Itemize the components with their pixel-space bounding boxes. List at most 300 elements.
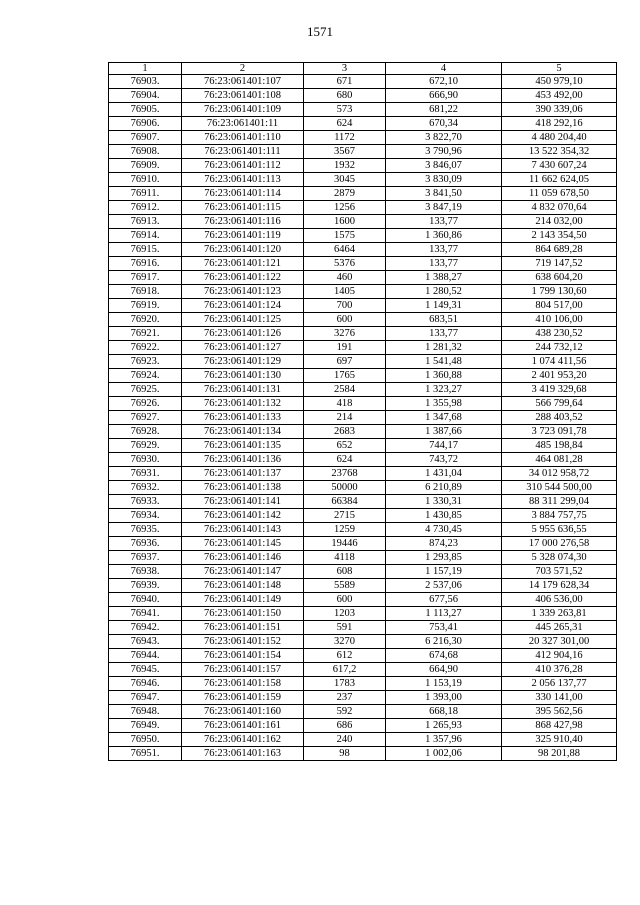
row-number-cell: 76943. [109,635,182,649]
value-cell: 3 884 757,75 [502,509,617,523]
value-cell: 2 401 953,20 [502,369,617,383]
row-number-cell: 76905. [109,103,182,117]
cadastral-number-cell: 76:23:061401:113 [182,173,304,187]
value-cell: 390 339,06 [502,103,617,117]
rate-cell: 1 430,85 [386,509,502,523]
rate-cell: 1 281,32 [386,341,502,355]
row-number-cell: 76915. [109,243,182,257]
area-cell: 1765 [304,369,386,383]
cadastral-number-cell: 76:23:061401:108 [182,89,304,103]
table-row [109,453,617,467]
value-cell: 288 403,52 [502,411,617,425]
rate-cell: 1 265,93 [386,719,502,733]
area-cell: 617,2 [304,663,386,677]
table-row [109,649,617,663]
row-number-cell: 76914. [109,229,182,243]
row-number-cell: 76935. [109,523,182,537]
cadastral-number-cell: 76:23:061401:137 [182,467,304,481]
area-cell: 4118 [304,551,386,565]
value-cell: 868 427,98 [502,719,617,733]
value-cell: 638 604,20 [502,271,617,285]
table-row [109,341,617,355]
table-row [109,131,617,145]
header-row [109,63,617,75]
rate-cell: 666,90 [386,89,502,103]
row-number-cell: 76903. [109,75,182,89]
value-cell: 17 000 276,58 [502,537,617,551]
value-cell: 485 198,84 [502,439,617,453]
rate-cell: 672,10 [386,75,502,89]
area-cell: 2683 [304,425,386,439]
rate-cell: 1 360,86 [386,229,502,243]
rate-cell: 3 790,96 [386,145,502,159]
table-row [109,565,617,579]
cadastral-number-cell: 76:23:061401:135 [182,439,304,453]
table-row [109,173,617,187]
rate-cell: 1 541,48 [386,355,502,369]
row-number-cell: 76928. [109,425,182,439]
row-number-cell: 76946. [109,677,182,691]
row-number-cell: 76945. [109,663,182,677]
cadastral-number-cell: 76:23:061401:127 [182,341,304,355]
area-cell: 3270 [304,635,386,649]
cadastral-number-cell: 76:23:061401:121 [182,257,304,271]
cadastral-number-cell: 76:23:061401:133 [182,411,304,425]
value-cell: 34 012 958,72 [502,467,617,481]
table-row [109,397,617,411]
area-cell: 624 [304,117,386,131]
area-cell: 1932 [304,159,386,173]
cadastral-number-cell: 76:23:061401:158 [182,677,304,691]
value-cell: 11 662 624,05 [502,173,617,187]
rate-cell: 677,56 [386,593,502,607]
cadastral-number-cell: 76:23:061401:126 [182,327,304,341]
row-number-cell: 76908. [109,145,182,159]
area-cell: 1600 [304,215,386,229]
cadastral-number-cell: 76:23:061401:150 [182,607,304,621]
value-cell: 11 059 678,50 [502,187,617,201]
row-number-cell: 76918. [109,285,182,299]
row-number-cell: 76927. [109,411,182,425]
value-cell: 719 147,52 [502,257,617,271]
cadastral-number-cell: 76:23:061401:130 [182,369,304,383]
area-cell: 608 [304,565,386,579]
rate-cell: 743,72 [386,453,502,467]
rate-cell: 6 210,89 [386,481,502,495]
area-cell: 3276 [304,327,386,341]
rate-cell: 674,68 [386,649,502,663]
rate-cell: 664,90 [386,663,502,677]
cadastral-number-cell: 76:23:061401:160 [182,705,304,719]
value-cell: 3 419 329,68 [502,383,617,397]
rate-cell: 1 113,27 [386,607,502,621]
value-cell: 20 327 301,00 [502,635,617,649]
value-cell: 13 522 354,32 [502,145,617,159]
area-cell: 6464 [304,243,386,257]
row-number-cell: 76921. [109,327,182,341]
cadastral-number-cell: 76:23:061401:125 [182,313,304,327]
area-cell: 237 [304,691,386,705]
area-cell: 1405 [304,285,386,299]
table-row [109,229,617,243]
table-row [109,747,617,761]
rate-cell: 133,77 [386,243,502,257]
table-row [109,117,617,131]
area-cell: 50000 [304,481,386,495]
row-number-cell: 76906. [109,117,182,131]
rate-cell: 3 846,07 [386,159,502,173]
cadastral-number-cell: 76:23:061401:162 [182,733,304,747]
value-cell: 395 562,56 [502,705,617,719]
area-cell: 652 [304,439,386,453]
value-cell: 1 339 263,81 [502,607,617,621]
value-cell: 445 265,31 [502,621,617,635]
row-number-cell: 76909. [109,159,182,173]
rate-cell: 753,41 [386,621,502,635]
row-number-cell: 76923. [109,355,182,369]
table-row [109,369,617,383]
area-cell: 686 [304,719,386,733]
area-cell: 1259 [304,523,386,537]
rate-cell: 3 822,70 [386,131,502,145]
table-row [109,327,617,341]
row-number-cell: 76924. [109,369,182,383]
area-cell: 680 [304,89,386,103]
table-row [109,677,617,691]
rate-cell: 1 330,31 [386,495,502,509]
value-cell: 5 328 074,30 [502,551,617,565]
row-number-cell: 76932. [109,481,182,495]
cadastral-number-cell: 76:23:061401:119 [182,229,304,243]
value-cell: 450 979,10 [502,75,617,89]
rate-cell: 681,22 [386,103,502,117]
area-cell: 591 [304,621,386,635]
table-row [109,285,617,299]
area-cell: 5589 [304,579,386,593]
area-cell: 418 [304,397,386,411]
row-number-cell: 76926. [109,397,182,411]
value-cell: 2 056 137,77 [502,677,617,691]
value-cell: 310 544 500,00 [502,481,617,495]
table-row [109,607,617,621]
cadastral-number-cell: 76:23:061401:129 [182,355,304,369]
cadastral-number-cell: 76:23:061401:110 [182,131,304,145]
rate-cell: 4 730,45 [386,523,502,537]
area-cell: 592 [304,705,386,719]
table-row [109,201,617,215]
cadastral-number-cell: 76:23:061401:152 [182,635,304,649]
rate-cell: 1 387,66 [386,425,502,439]
value-cell: 3 723 091,78 [502,425,617,439]
cadastral-number-cell: 76:23:061401:107 [182,75,304,89]
table-row [109,705,617,719]
column-header-1: 1 [109,63,182,75]
row-number-cell: 76919. [109,299,182,313]
cadastral-number-cell: 76:23:061401:112 [182,159,304,173]
row-number-cell: 76920. [109,313,182,327]
cadastral-number-cell: 76:23:061401:122 [182,271,304,285]
rate-cell: 1 431,04 [386,467,502,481]
value-cell: 453 492,00 [502,89,617,103]
area-cell: 600 [304,313,386,327]
column-header-5: 5 [502,63,617,75]
value-cell: 14 179 628,34 [502,579,617,593]
area-cell: 573 [304,103,386,117]
value-cell: 98 201,88 [502,747,617,761]
value-cell: 412 904,16 [502,649,617,663]
value-cell: 703 571,52 [502,565,617,579]
cadastral-number-cell: 76:23:061401:11 [182,117,304,131]
area-cell: 700 [304,299,386,313]
row-number-cell: 76942. [109,621,182,635]
rate-cell: 1 347,68 [386,411,502,425]
area-cell: 214 [304,411,386,425]
table-row [109,593,617,607]
cadastral-number-cell: 76:23:061401:151 [182,621,304,635]
row-number-cell: 76941. [109,607,182,621]
area-cell: 1256 [304,201,386,215]
row-number-cell: 76907. [109,131,182,145]
table-row [109,299,617,313]
table-row [109,159,617,173]
table-row [109,271,617,285]
table-row [109,355,617,369]
cadastral-number-cell: 76:23:061401:143 [182,523,304,537]
area-cell: 697 [304,355,386,369]
area-cell: 3045 [304,173,386,187]
area-cell: 671 [304,75,386,89]
cadastral-number-cell: 76:23:061401:138 [182,481,304,495]
row-number-cell: 76940. [109,593,182,607]
value-cell: 410 376,28 [502,663,617,677]
area-cell: 23768 [304,467,386,481]
area-cell: 66384 [304,495,386,509]
rate-cell: 1 153,19 [386,677,502,691]
cadastral-number-cell: 76:23:061401:136 [182,453,304,467]
cadastral-number-cell: 76:23:061401:114 [182,187,304,201]
cadastral-number-cell: 76:23:061401:141 [182,495,304,509]
row-number-cell: 76934. [109,509,182,523]
column-header-3: 3 [304,63,386,75]
page-number: 1571 [307,24,333,39]
value-cell: 566 799,64 [502,397,617,411]
table-row [109,75,617,89]
cadastral-number-cell: 76:23:061401:120 [182,243,304,257]
value-cell: 1 074 411,56 [502,355,617,369]
row-number-cell: 76931. [109,467,182,481]
cadastral-number-cell: 76:23:061401:154 [182,649,304,663]
table-row [109,509,617,523]
column-header-2: 2 [182,63,304,75]
area-cell: 2879 [304,187,386,201]
rate-cell: 3 841,50 [386,187,502,201]
cadastral-number-cell: 76:23:061401:124 [182,299,304,313]
area-cell: 19446 [304,537,386,551]
row-number-cell: 76936. [109,537,182,551]
cadastral-number-cell: 76:23:061401:145 [182,537,304,551]
row-number-cell: 76950. [109,733,182,747]
value-cell: 464 081,28 [502,453,617,467]
row-number-cell: 76951. [109,747,182,761]
area-cell: 624 [304,453,386,467]
cadastral-number-cell: 76:23:061401:109 [182,103,304,117]
row-number-cell: 76948. [109,705,182,719]
row-number-cell: 76916. [109,257,182,271]
table-row [109,537,617,551]
row-number-cell: 76949. [109,719,182,733]
row-number-cell: 76938. [109,565,182,579]
cadastral-number-cell: 76:23:061401:142 [182,509,304,523]
table-row [109,439,617,453]
rate-cell: 874,23 [386,537,502,551]
rate-cell: 133,77 [386,327,502,341]
row-number-cell: 76917. [109,271,182,285]
table-row [109,425,617,439]
area-cell: 191 [304,341,386,355]
area-cell: 98 [304,747,386,761]
value-cell: 5 955 636,55 [502,523,617,537]
table-row [109,495,617,509]
rate-cell: 133,77 [386,257,502,271]
area-cell: 460 [304,271,386,285]
table-row [109,733,617,747]
cadastral-number-cell: 76:23:061401:115 [182,201,304,215]
table-row [109,481,617,495]
value-cell: 330 141,00 [502,691,617,705]
table-row [109,89,617,103]
value-cell: 325 910,40 [502,733,617,747]
value-cell: 804 517,00 [502,299,617,313]
rate-cell: 1 157,19 [386,565,502,579]
cadastral-number-cell: 76:23:061401:111 [182,145,304,159]
rate-cell: 1 293,85 [386,551,502,565]
value-cell: 4 832 070,64 [502,201,617,215]
rate-cell: 1 149,31 [386,299,502,313]
value-cell: 438 230,52 [502,327,617,341]
area-cell: 240 [304,733,386,747]
row-number-cell: 76925. [109,383,182,397]
area-cell: 2715 [304,509,386,523]
table-row [109,551,617,565]
table-row [109,691,617,705]
cadastral-number-cell: 76:23:061401:148 [182,579,304,593]
rate-cell: 3 847,19 [386,201,502,215]
cadastral-number-cell: 76:23:061401:146 [182,551,304,565]
row-number-cell: 76911. [109,187,182,201]
value-cell: 244 732,12 [502,341,617,355]
rate-cell: 1 002,06 [386,747,502,761]
value-cell: 410 106,00 [502,313,617,327]
rate-cell: 133,77 [386,215,502,229]
area-cell: 600 [304,593,386,607]
area-cell: 2584 [304,383,386,397]
table-row [109,257,617,271]
table-row [109,243,617,257]
table-row [109,579,617,593]
row-number-cell: 76933. [109,495,182,509]
row-number-cell: 76922. [109,341,182,355]
table-row [109,103,617,117]
area-cell: 1172 [304,131,386,145]
value-cell: 88 311 299,04 [502,495,617,509]
rate-cell: 1 388,27 [386,271,502,285]
table-row [109,145,617,159]
area-cell: 5376 [304,257,386,271]
cadastral-number-cell: 76:23:061401:163 [182,747,304,761]
table-row [109,411,617,425]
value-cell: 4 480 204,40 [502,131,617,145]
row-number-cell: 76930. [109,453,182,467]
table-row [109,313,617,327]
rate-cell: 1 323,27 [386,383,502,397]
table-row [109,467,617,481]
cadastral-number-cell: 76:23:061401:134 [182,425,304,439]
value-cell: 2 143 354,50 [502,229,617,243]
value-cell: 1 799 130,60 [502,285,617,299]
value-cell: 418 292,16 [502,117,617,131]
row-number-cell: 76939. [109,579,182,593]
row-number-cell: 76910. [109,173,182,187]
value-cell: 7 430 607,24 [502,159,617,173]
table-row [109,719,617,733]
row-number-cell: 76944. [109,649,182,663]
area-cell: 3567 [304,145,386,159]
area-cell: 1783 [304,677,386,691]
table-row [109,383,617,397]
table-row [109,523,617,537]
rate-cell: 3 830,09 [386,173,502,187]
cadastral-number-cell: 76:23:061401:157 [182,663,304,677]
rate-cell: 1 280,52 [386,285,502,299]
rate-cell: 1 360,88 [386,369,502,383]
table-row [109,635,617,649]
row-number-cell: 76937. [109,551,182,565]
cadastral-number-cell: 76:23:061401:159 [182,691,304,705]
rate-cell: 670,34 [386,117,502,131]
rate-cell: 6 216,30 [386,635,502,649]
area-cell: 612 [304,649,386,663]
cadastral-number-cell: 76:23:061401:132 [182,397,304,411]
value-cell: 214 032,00 [502,215,617,229]
registry-table [108,62,617,761]
area-cell: 1575 [304,229,386,243]
rate-cell: 1 355,98 [386,397,502,411]
row-number-cell: 76913. [109,215,182,229]
rate-cell: 744,17 [386,439,502,453]
table-row [109,215,617,229]
value-cell: 406 536,00 [502,593,617,607]
cadastral-number-cell: 76:23:061401:131 [182,383,304,397]
rate-cell: 668,18 [386,705,502,719]
row-number-cell: 76904. [109,89,182,103]
area-cell: 1203 [304,607,386,621]
rate-cell: 1 393,00 [386,691,502,705]
rate-cell: 683,51 [386,313,502,327]
cadastral-number-cell: 76:23:061401:161 [182,719,304,733]
table-body [109,75,617,761]
cadastral-number-cell: 76:23:061401:123 [182,285,304,299]
rate-cell: 1 357,96 [386,733,502,747]
cadastral-number-cell: 76:23:061401:147 [182,565,304,579]
cadastral-number-cell: 76:23:061401:149 [182,593,304,607]
rate-cell: 2 537,06 [386,579,502,593]
table-row [109,621,617,635]
row-number-cell: 76912. [109,201,182,215]
cadastral-number-cell: 76:23:061401:116 [182,215,304,229]
row-number-cell: 76947. [109,691,182,705]
value-cell: 864 689,28 [502,243,617,257]
table-row [109,663,617,677]
